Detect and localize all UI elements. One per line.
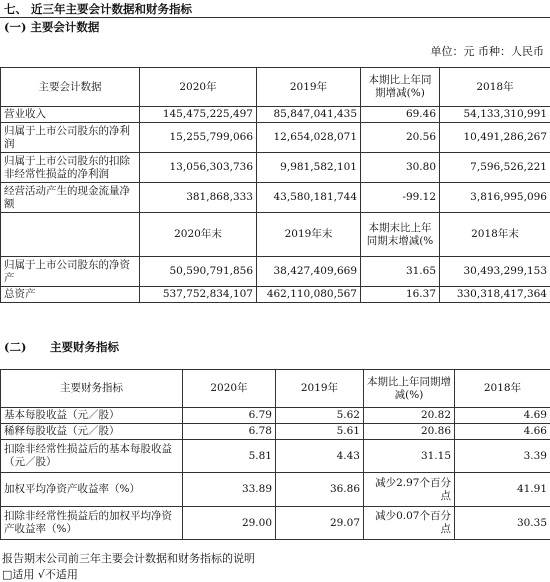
- table-cell: 54,133,310,991: [440, 107, 550, 123]
- table-row: [1, 424, 550, 440]
- col-header: 主要会计数据: [1, 68, 140, 107]
- table-row: [1, 287, 550, 303]
- financial-indicators-table: [0, 369, 550, 540]
- table-row: [1, 107, 550, 123]
- row-label: 扣除非经常性损益后的基本每股收益（元／股）: [1, 440, 183, 473]
- table-cell: 5.81: [183, 440, 276, 473]
- table-cell: 12,654,028,071: [257, 123, 361, 153]
- table-cell: 41.91: [455, 473, 550, 507]
- table-cell: 31.15: [364, 440, 455, 473]
- table-cell: 69.46: [361, 107, 440, 123]
- table-cell: 85,847,041,435: [257, 107, 361, 123]
- table-cell: 33.89: [183, 473, 276, 507]
- col-header: 本期比上年同期增减(%): [364, 370, 455, 408]
- table-cell: 10,491,286,267: [440, 123, 550, 153]
- table-cell: 29.07: [276, 507, 364, 540]
- row-label: 扣除非经常性损益后的加权平均净资产收益率（%）: [1, 507, 183, 540]
- accounting-data-table: [0, 67, 550, 303]
- table-row: [1, 440, 550, 473]
- col-header: 2018年: [440, 68, 550, 107]
- table-cell: 31.65: [361, 257, 440, 287]
- table-row: [1, 123, 550, 153]
- table-cell: 30,493,299,153: [440, 257, 550, 287]
- table-cell: 381,868,333: [140, 183, 257, 213]
- table-cell: 20.56: [361, 123, 440, 153]
- col-header: [1, 213, 140, 257]
- section2-label: (二): [4, 339, 26, 355]
- table-cell: 537,752,834,107: [140, 287, 257, 303]
- col-header: 本期末比上年同期末增减(%: [361, 213, 440, 257]
- table-row: [1, 473, 550, 507]
- table-header-row: [1, 68, 550, 107]
- table-cell: 5.62: [276, 408, 364, 424]
- row-label: 稀释每股收益（元／股）: [1, 424, 183, 440]
- col-header: 本期比上年同期增减(%): [361, 68, 440, 107]
- table-cell: 减少0.07个百分点: [364, 507, 455, 540]
- table-subheader-row: [1, 213, 550, 257]
- row-label: 基本每股收益（元／股）: [1, 408, 183, 424]
- table-row: [1, 507, 550, 540]
- row-label: 归属于上市公司股东的扣除非经常性损益的净利润: [1, 153, 140, 183]
- table-cell: 15,255,799,066: [140, 123, 257, 153]
- table-cell: 330,318,417,364: [440, 287, 550, 303]
- table-cell: 30.80: [361, 153, 440, 183]
- section-title: 七、 近三年主要会计数据和财务指标: [4, 1, 192, 17]
- col-header: 2020年末: [140, 213, 257, 257]
- table-cell: 36.86: [276, 473, 364, 507]
- col-header: 2020年: [140, 68, 257, 107]
- col-header: 主要财务指标: [1, 370, 183, 408]
- row-label: 加权平均净资产收益率（%）: [1, 473, 183, 507]
- row-label: 总资产: [1, 287, 140, 303]
- row-label: 营业收入: [1, 107, 140, 123]
- table-cell: 20.82: [364, 408, 455, 424]
- table-row: [1, 183, 550, 213]
- table-cell: 3.39: [455, 440, 550, 473]
- table-row: [1, 257, 550, 287]
- row-label: 归属于上市公司股东的净资产: [1, 257, 140, 287]
- table-cell: 20.86: [364, 424, 455, 440]
- table-cell: 16.37: [361, 287, 440, 303]
- table-cell: 9,981,582,101: [257, 153, 361, 183]
- unit-line: 单位：元 币种：人民币: [431, 43, 545, 59]
- table-cell: 43,580,181,744: [257, 183, 361, 213]
- table-cell: 4.66: [455, 424, 550, 440]
- col-header: 2020年: [183, 370, 276, 408]
- col-header: 2019年: [276, 370, 364, 408]
- table-cell: 4.43: [276, 440, 364, 473]
- table-row: [1, 153, 550, 183]
- table-cell: 3,816,995,096: [440, 183, 550, 213]
- table-cell: 29.00: [183, 507, 276, 540]
- title-rule: [0, 17, 550, 18]
- col-header: 2018年: [455, 370, 550, 408]
- col-header: 2019年末: [257, 213, 361, 257]
- table-cell: -99.12: [361, 183, 440, 213]
- table-cell: 38,427,409,669: [257, 257, 361, 287]
- table-row: [1, 408, 550, 424]
- table-cell: 减少2.97个百分点: [364, 473, 455, 507]
- table-cell: 7,596,526,221: [440, 153, 550, 183]
- col-header: 2019年: [257, 68, 361, 107]
- table-cell: 6.78: [183, 424, 276, 440]
- row-label: 经营活动产生的现金流量净额: [1, 183, 140, 213]
- table-cell: 5.61: [276, 424, 364, 440]
- table-header-row: [1, 370, 550, 408]
- table-cell: 50,590,791,856: [140, 257, 257, 287]
- table-cell: 145,475,225,497: [140, 107, 257, 123]
- footer-note: 报告期末公司前三年主要会计数据和财务指标的说明: [2, 550, 255, 566]
- section2-title: 主要财务指标: [50, 339, 119, 355]
- table-cell: 4.69: [455, 408, 550, 424]
- footer-applicable: □适用 √不适用: [2, 566, 78, 582]
- table-cell: 30.35: [455, 507, 550, 540]
- table-cell: 6.79: [183, 408, 276, 424]
- row-label: 归属于上市公司股东的净利润: [1, 123, 140, 153]
- table-cell: 462,110,080,567: [257, 287, 361, 303]
- table-cell: 13,056,303,736: [140, 153, 257, 183]
- sub-title: (一) 主要会计数据: [4, 19, 99, 35]
- col-header: 2018年末: [440, 213, 550, 257]
